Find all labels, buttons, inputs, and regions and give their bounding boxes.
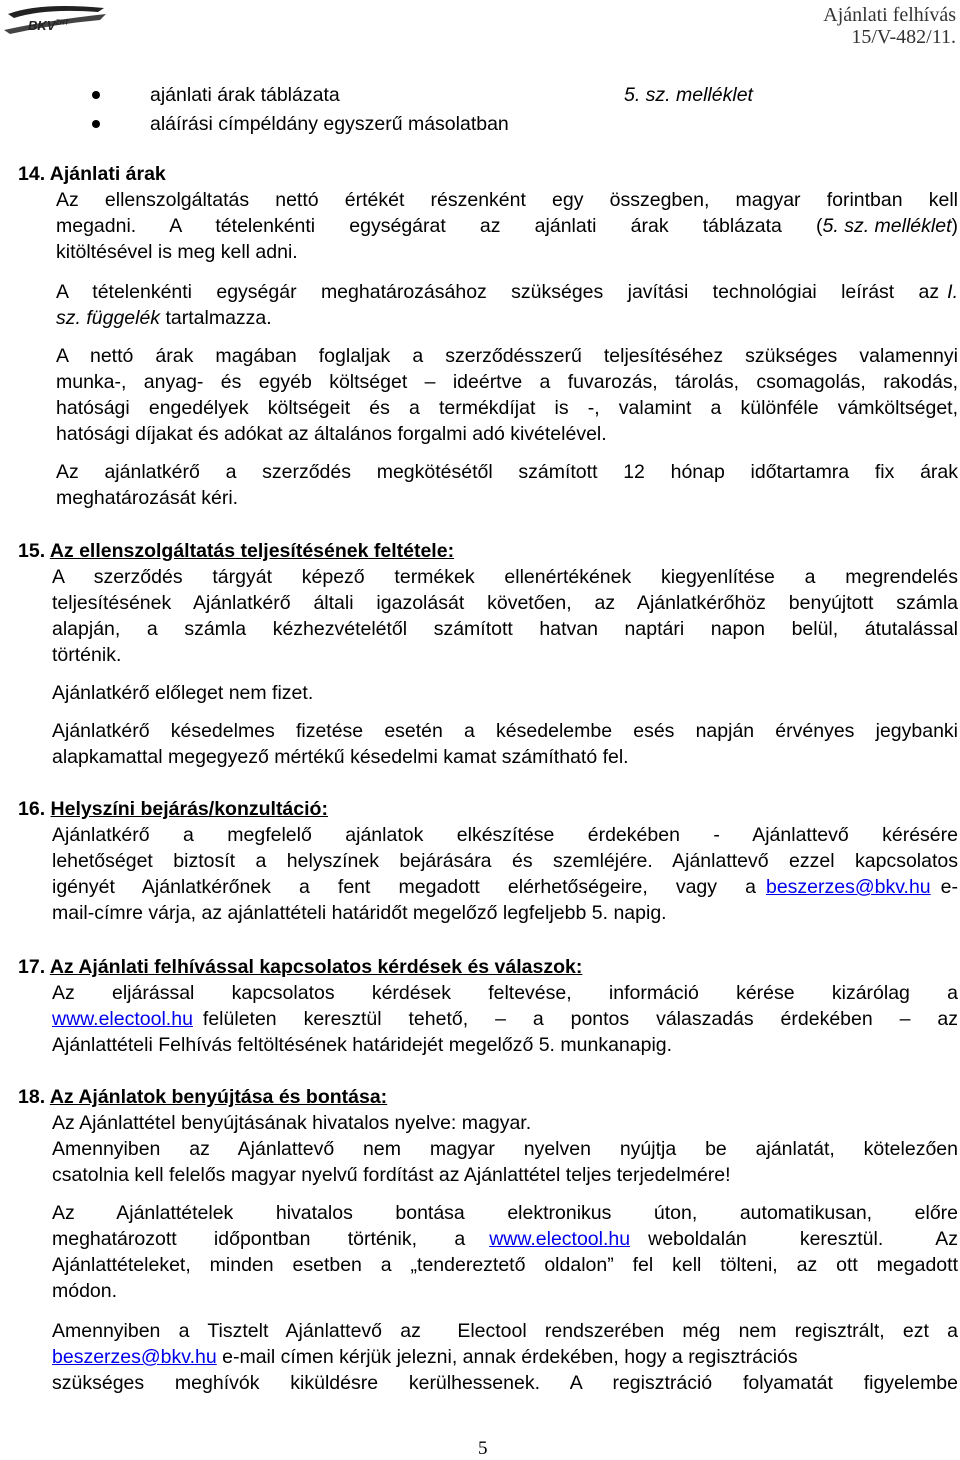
s18-line — [52, 1346, 798, 1369]
s16-line — [52, 876, 958, 899]
s14-p1-line: kitöltésével is meg kell adni. — [56, 241, 298, 263]
s14-p2-line — [56, 307, 958, 330]
section-17-title: Az Ajánlati felhívással kapcsolatos kérdések és válaszok: — [49, 956, 583, 978]
s18-line: Amennyiben a Tisztelt Ajánlattevő az Electool rendszerében még nem regisztrált, ezt a — [52, 1320, 958, 1342]
s17-line — [52, 1008, 958, 1031]
section-15-number: 15. — [18, 540, 46, 562]
s18-line: Amennyiben az Ajánlattevő nem magyar nyelven nyújtja be ajánlatát, kötelezően — [52, 1138, 958, 1160]
bullet-dot-icon — [92, 120, 100, 128]
section-15-title: Az ellenszolgáltatás teljesítésének feltétele: — [49, 540, 455, 562]
s14-p1-text: megadni. A tételenkénti egységárat az ajánlati árak táblázata ( — [56, 215, 823, 237]
section-18-title: Az Ajánlatok benyújtása és bontása: — [49, 1086, 388, 1108]
bullet-item-ref: 5. sz. melléklet — [624, 84, 753, 106]
s14-p1-line — [56, 215, 958, 238]
logo-text: BKV — [28, 18, 56, 33]
s14-p3-line: hatósági engedélyek költségeit és a termékdíjat is -, valamint a különféle vámköltséget, — [56, 397, 958, 419]
s14-p2-tail: tartalmazza. — [160, 307, 272, 329]
section-15-heading — [18, 540, 454, 563]
s15-p3-line: Ajánlatkérő késedelmes fizetése esetén a késedelembe esés napján érvényes jegybanki — [52, 720, 958, 742]
s14-p3-line: munka-, anyag- és egyéb költséget – ideértve a fuvarozás, tárolás, csomagolás, rakodás, — [56, 371, 958, 393]
bullet-item: ajánlati árak táblázata — [150, 84, 340, 106]
s18-line-text: meghatározott időpontban történik, a — [52, 1228, 466, 1250]
s16-line-tail: e- — [940, 876, 958, 898]
section-17-heading — [18, 956, 582, 979]
s14-p1-ref: 5. sz. melléklet — [822, 215, 952, 237]
s14-p4-line: Az ajánlatkérő a szerződés megkötésétől számított 12 hónap időtartamra fix árak — [56, 461, 958, 483]
bkv-logo — [0, 0, 110, 42]
s14-p2-line — [56, 281, 958, 304]
s15-p3-line: alapkamattal megegyező mértékű késedelmi kamat számítható fel. — [52, 746, 629, 768]
section-16-title: Helyszíni bejárás/konzultáció: — [50, 798, 328, 820]
s16-line: mail-címre várja, az ajánlattételi határidőt megelőző legfeljebb 5. napig. — [52, 902, 667, 924]
section-18-heading — [18, 1086, 387, 1109]
s18-line — [52, 1228, 958, 1251]
document-header — [823, 4, 956, 48]
doc-number: 15/V-482/11. — [851, 26, 956, 48]
s14-p2-ref: I. — [947, 281, 958, 303]
section-17-number: 17. — [18, 956, 46, 978]
s14-p2-text: A tételenkénti egységár meghatározásához szükséges javítási technológiai leírást az — [56, 281, 940, 303]
section-14-heading: 14. Ajánlati árak — [18, 163, 166, 185]
s15-p1-line: A szerződés tárgyát képező termékek ellenértékének kiegyenlítése a megrendelés — [52, 566, 958, 588]
logo-sup: ZRT — [55, 19, 69, 27]
bullet-dot-icon — [92, 91, 100, 99]
email-link[interactable]: beszerzes@bkv.hu — [765, 876, 931, 898]
s14-p1-line: Az ellenszolgáltatás nettó értékét részenként egy összegben, magyar forintban kell — [56, 189, 958, 211]
doc-title: Ajánlati felhívás — [823, 4, 956, 26]
s14-p3-line: A nettó árak magában foglaljak a szerződésszerű teljesítéséhez szükséges valamennyi — [56, 345, 958, 367]
electool-link[interactable]: www.electool.hu — [52, 1008, 193, 1030]
s18-line: Az Ajánlattétel benyújtásának hivatalos nyelve: magyar. — [52, 1112, 532, 1134]
s18-line-text: e-mail címen kérjük jelezni, annak érdekében, hogy a regisztrációs — [216, 1346, 798, 1368]
s14-p4-line: meghatározását kéri. — [56, 487, 239, 509]
s17-line: Ajánlattételi Felhívás feltöltésének határidejét megelőző 5. munkanapig. — [52, 1034, 673, 1056]
s18-line: Ajánlattételeket, minden esetben a „tendereztető oldalon” fel kell tölteni, az ott megadott — [52, 1254, 958, 1276]
bullet-item: aláírási címpéldány egyszerű másolatban — [150, 113, 509, 135]
s17-line: Az eljárással kapcsolatos kérdések feltevése, információ kérése kizárólag a — [52, 982, 958, 1004]
s15-p1-line: alapján, a számla kézhezvételétől számított hatvan naptári napon belül, átutalással — [52, 618, 958, 640]
s15-p1-line: történik. — [52, 644, 122, 666]
electool-link[interactable]: www.electool.hu — [489, 1228, 631, 1250]
s14-p2-appendix: sz. függelék — [56, 307, 161, 329]
s14-p1-close: ) — [951, 215, 958, 237]
s18-line: csatolnia kell felelős magyar nyelvű fordítást az Ajánlattétel teljes terjedelmére! — [52, 1164, 731, 1186]
s16-line: lehetőséget biztosít a helyszínek bejárására és szemléjére. Ajánlattevő ezzel kapcsolatos — [52, 850, 958, 872]
section-18-number: 18. — [18, 1086, 46, 1108]
s16-line-text: igényét Ajánlatkérőnek a fent megadott elérhetőségeire, vagy a — [52, 876, 756, 898]
email-link[interactable]: beszerzes@bkv.hu — [52, 1346, 217, 1368]
s18-line: szükséges meghívók kiküldésre kerülhessenek. A regisztráció folyamatát figyelembe — [52, 1372, 958, 1394]
s15-p1-line: teljesítésének Ajánlatkérő általi igazolását követően, az Ajánlatkérőhöz benyújtott számla — [52, 592, 958, 614]
section-16-heading — [18, 798, 328, 821]
s14-p3-line: hatósági díjakat és adókat az általános forgalmi adó kivételével. — [56, 423, 607, 445]
s18-line: módon. — [52, 1280, 118, 1302]
s17-line-text: felületen keresztül tehető, – a pontos válaszadás érdekében – az — [202, 1008, 958, 1030]
s18-line-tail: weboldalán keresztül. Az — [648, 1228, 958, 1250]
s15-p2: Ajánlatkérő előleget nem fizet. — [52, 682, 314, 704]
s18-line: Az Ajánlattételek hivatalos bontása elektronikus úton, automatikusan, előre — [52, 1202, 958, 1224]
s16-line: Ajánlatkérő a megfelelő ajánlatok elkészítése érdekében - Ajánlattevő kérésére — [52, 824, 958, 846]
page-number: 5 — [478, 1438, 488, 1459]
section-16-number: 16. — [18, 798, 46, 820]
